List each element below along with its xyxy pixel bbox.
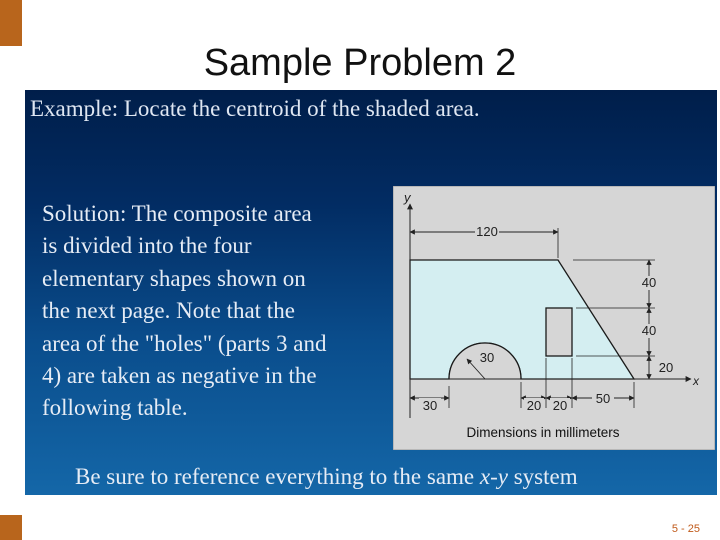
dim-label-radius: 30 bbox=[479, 350, 495, 365]
dim-label-width: 120 bbox=[476, 224, 498, 239]
reference-text-italic: x-y bbox=[479, 464, 508, 489]
dim-label-right-mid: 40 bbox=[641, 323, 657, 338]
solution-line: elementary shapes shown on bbox=[42, 265, 306, 291]
solution-line: Solution: The composite area bbox=[42, 201, 312, 226]
dim-label-right-top: 40 bbox=[641, 275, 657, 290]
slide-number: 5 - 25 bbox=[671, 523, 700, 535]
dim-label-bottom-b: 20 bbox=[552, 398, 568, 413]
solution-line: the next page. Note that the bbox=[42, 298, 295, 324]
reference-text-before: Be sure to reference everything to the same bbox=[75, 464, 480, 489]
y-axis-label: y bbox=[404, 190, 411, 205]
x-axis-label: x bbox=[693, 374, 699, 388]
accent-bar-top bbox=[0, 0, 22, 46]
dim-label-bottom-right: 50 bbox=[595, 391, 611, 406]
dim-label-right-bottom: 20 bbox=[658, 360, 674, 375]
composite-area-figure bbox=[393, 186, 715, 450]
accent-bar-bottom bbox=[0, 515, 22, 540]
reference-note bbox=[75, 464, 578, 490]
content-panel bbox=[25, 90, 717, 495]
example-statement: Example: Locate the centroid of the shaded area. bbox=[30, 96, 480, 121]
solution-line: following table. bbox=[42, 395, 188, 421]
slide-title: Sample Problem 2 bbox=[203, 42, 517, 84]
solution-line: area of the "holes" (parts 3 and bbox=[42, 330, 327, 356]
dim-label-bottom-a: 20 bbox=[526, 398, 542, 413]
rectangular-hole bbox=[546, 308, 572, 356]
solution-paragraph bbox=[42, 198, 387, 425]
figure-caption: Dimensions in millimeters bbox=[466, 425, 620, 440]
solution-line: is divided into the four bbox=[42, 233, 252, 259]
dim-label-bottom-left: 30 bbox=[422, 398, 438, 413]
reference-text-after: system bbox=[507, 464, 578, 489]
solution-line: 4) are taken as negative in the bbox=[42, 363, 317, 389]
